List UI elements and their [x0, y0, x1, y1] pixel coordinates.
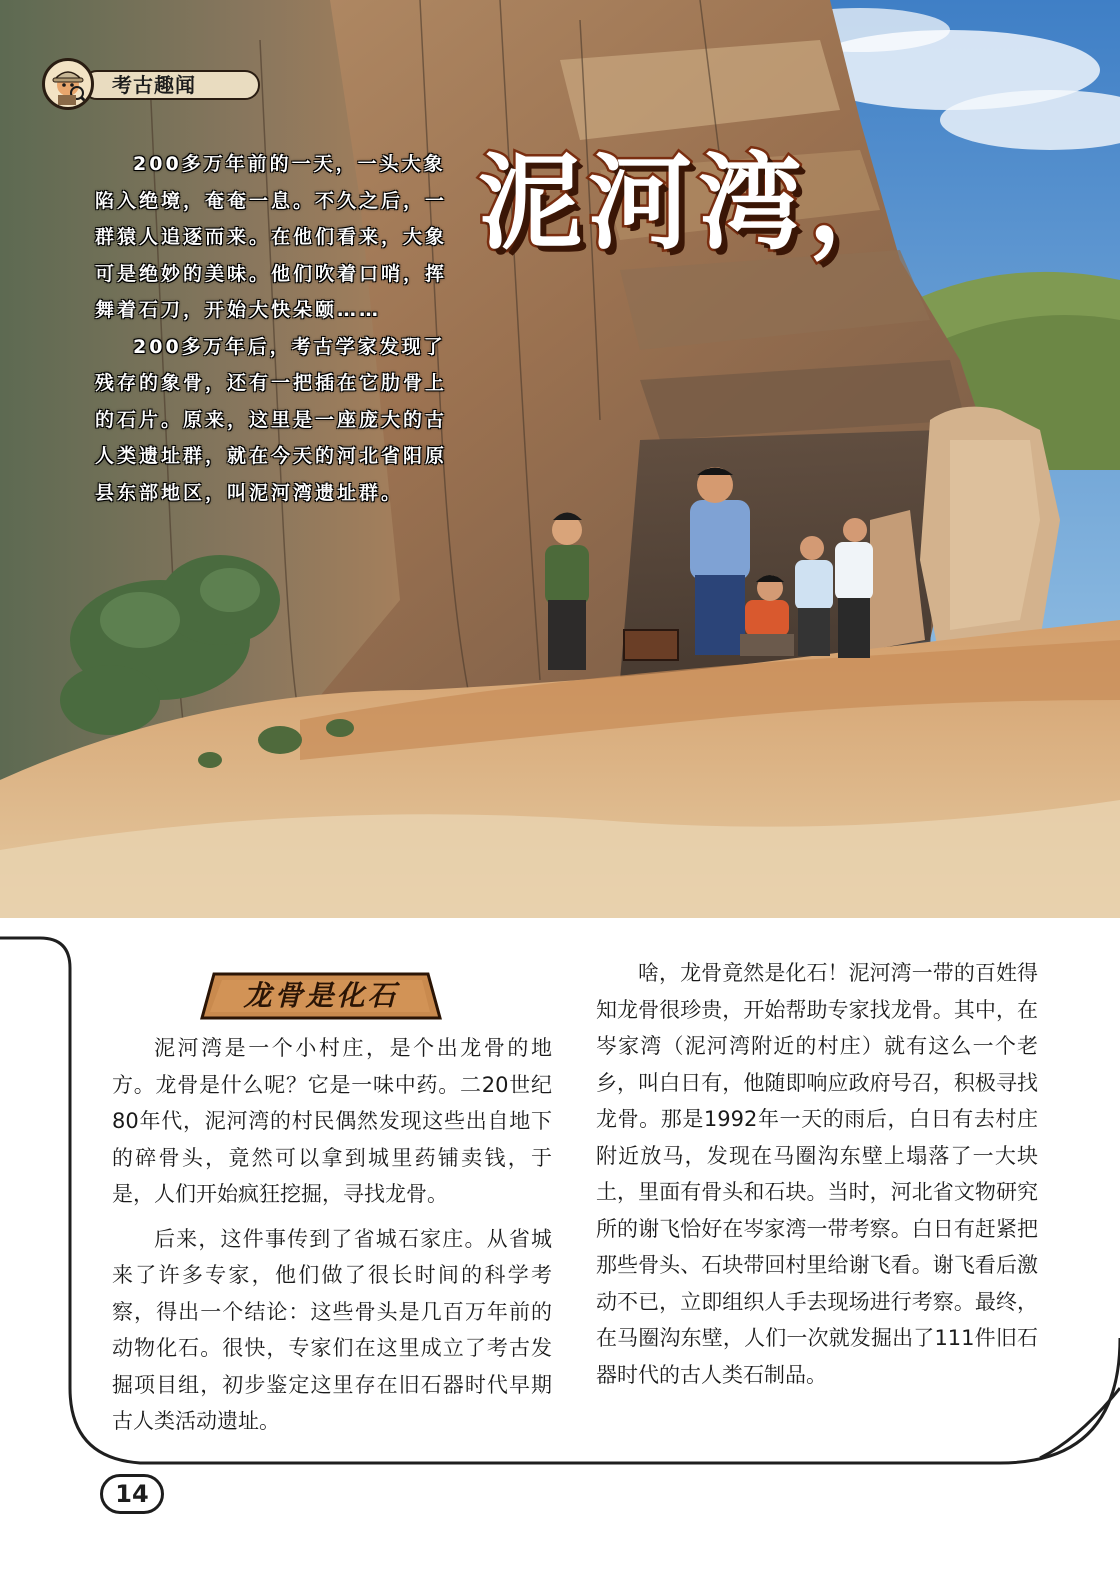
intro-paragraph: 200多万年后，考古学家发现了残存的象骨，还有一把插在它肋骨上的石片。原来，这里是一座庞大的古人类遗址群，就在今天的河北省阳原县东部地区，叫泥河湾遗址群。 — [95, 335, 448, 504]
article-paragraph: 后来，这件事传到了省城石家庄。从省城来了许多专家，他们做了很长时间的科学考察，得出一个结论：这些骨头是几百万年前的动物化石。很快，专家们在这里成立了考古发掘项目组，初步鉴定这里存在旧石器时代早期古人类活动遗址。 — [112, 1226, 552, 1433]
section-heading — [200, 972, 442, 1020]
article-column-right — [596, 955, 1038, 1401]
section-heading-text: 龙骨是化石 — [243, 979, 399, 1012]
intro-text — [95, 146, 455, 511]
intro-paragraph: 200多万年前的一天，一头大象陷入绝境，奄奄一息。不久之后，一群猿人追逐而来。在他们看来，大象可是绝妙的美味。他们吹着口哨，挥舞着石刀，开始大快朵颐…… — [95, 153, 448, 321]
headline-title: 泥河湾， — [478, 142, 919, 264]
article-column-left — [112, 1030, 552, 1448]
page-number: 14 — [100, 1474, 164, 1514]
section-badge-label: 考古趣闻 — [82, 70, 260, 100]
article-paragraph: 泥河湾是一个小村庄，是个出龙骨的地方。龙骨是什么呢？它是一味中药。二20世纪80年代，泥河湾的村民偶然发现这些出自地下的碎骨头，竟然可以拿到城里药铺卖钱，于是，人们开始疯狂挖掘，寻找龙骨。 — [112, 1036, 552, 1206]
article-paragraph: 啥，龙骨竟然是化石！泥河湾一带的百姓得知龙骨很珍贵，开始帮助专家找龙骨。其中，在岑家湾（泥河湾附近的村庄）就有这么一个老乡，叫白日有，他随即响应政府号召，积极寻找龙骨。那是1992年一天的雨后，白日有去村庄附近放马，发现在马圈沟东壁上塌落了一大块土，里面有骨头和石块。当时，河北省文物研究所的谢飞恰好在岑家湾一带考察。白日有赶紧把那些骨头、石块带回村里给谢飞看。谢飞看后激动不已，立即组织人手去现场进行考察。最终，在马圈沟东壁，人们一次就发掘出了111件旧石器时代的古人类石制品。 — [596, 961, 1038, 1387]
section-badge — [42, 58, 222, 110]
archaeologist-icon — [42, 58, 94, 110]
